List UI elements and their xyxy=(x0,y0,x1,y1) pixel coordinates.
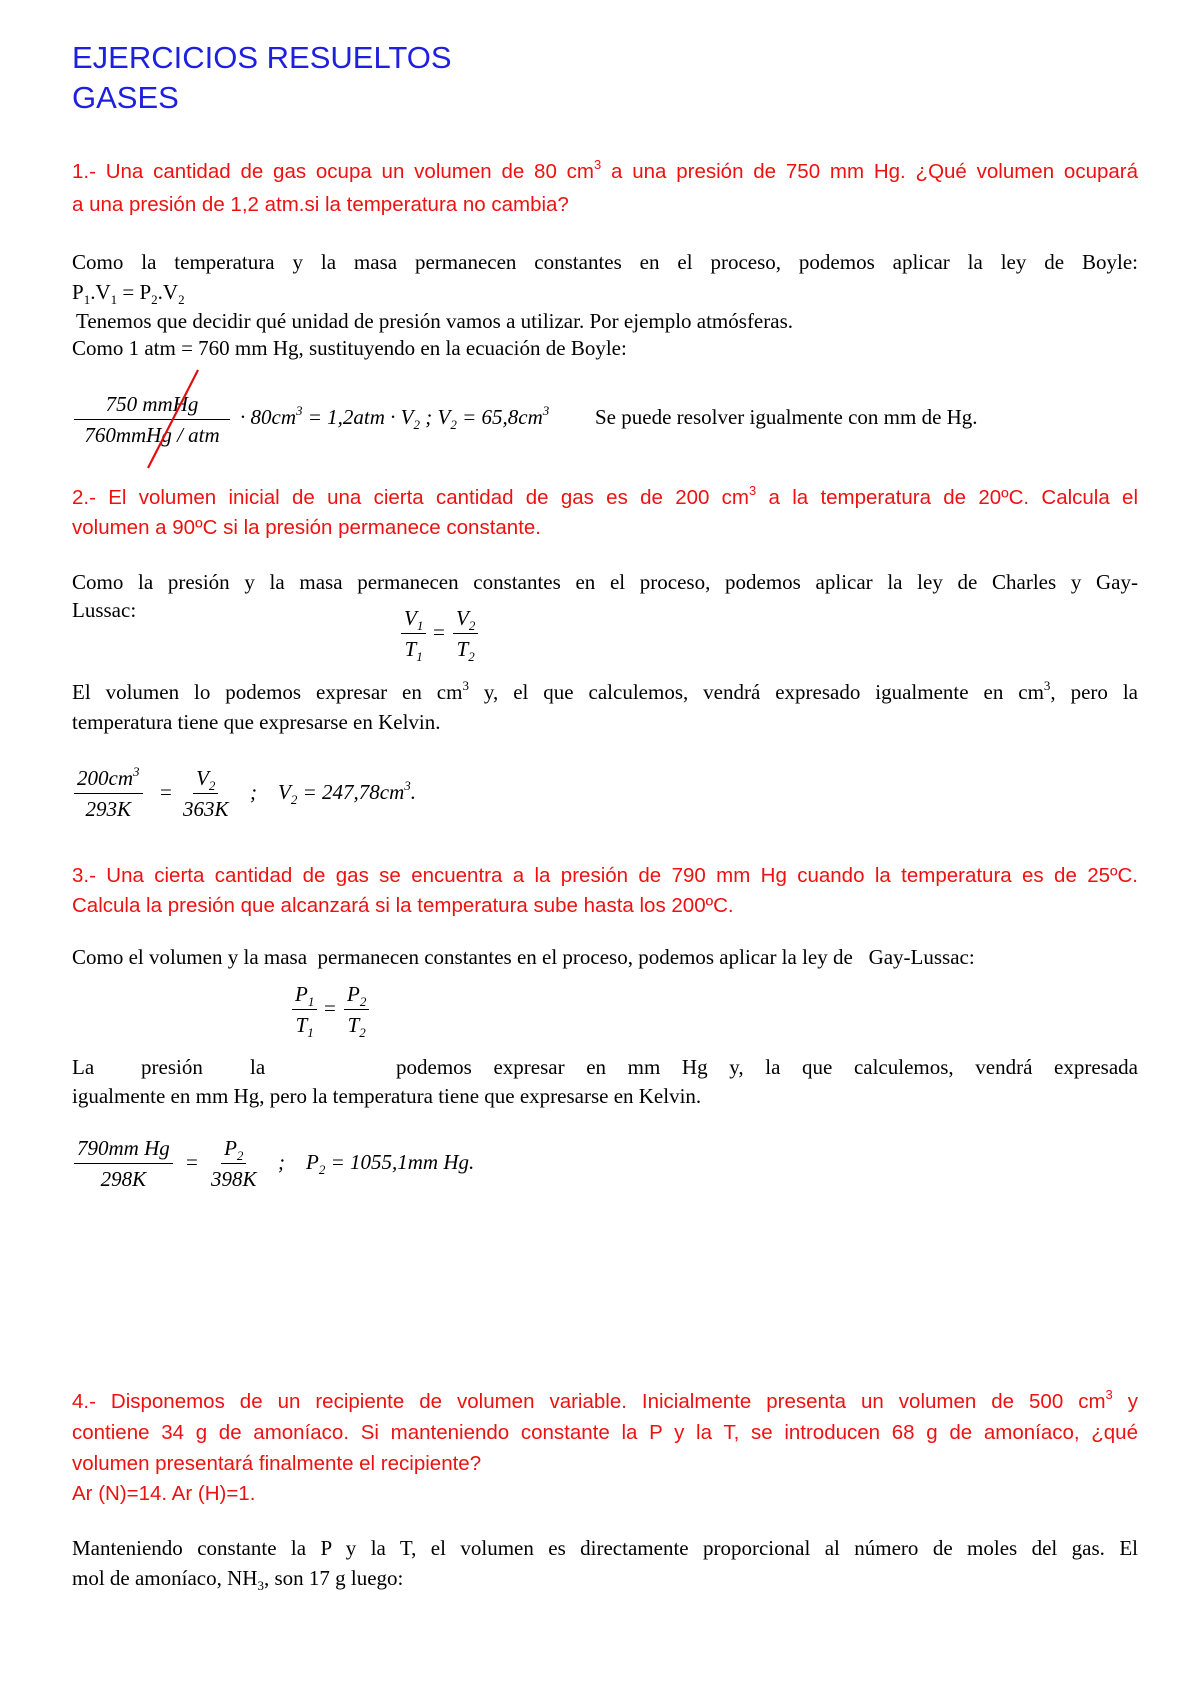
ex1-boyle-law: $P_1.V_1 = P_2.V_2$ xyxy=(72,280,185,307)
ex3-word-la: La xyxy=(72,1055,95,1079)
ex2-question-line-1: 2.- El volumen inicial de una cierta cantidad de gas es de 200 $cm^3$ a la temperatura de 20ºC. Calcula el xyxy=(72,483,1138,509)
ex4-answer-line-2: mol de amoníaco, $NH_3$, son 17 g luego: xyxy=(72,1566,404,1593)
ex2-law-equals: = xyxy=(433,620,445,644)
ex1-question-line-1: 1.- Una cantidad de gas ocupa un volumen de 80 $cm^3$ a una presión de 750 mm Hg. ¿Qué volumen ocupará xyxy=(72,157,1138,183)
ex4-question-line-1: 4.- Disponemos de un recipiente de volumen variable. Inicialmente presenta un volumen de 500 $cm^3$ y xyxy=(72,1387,1138,1413)
ex2-question-line-2: volumen a 90ºC si la presión permanece constante. xyxy=(72,516,541,539)
ex3-law-right: $\frac{P_2}{T_2}$ xyxy=(344,982,369,1038)
ex2-calc-right: $\frac{V_2}{363K}$ xyxy=(183,766,229,821)
title-line-1: EJERCICIOS RESUELTOS xyxy=(72,40,452,75)
ex4-question-line-3: volumen presentará finalmente el recipiente? xyxy=(72,1452,482,1475)
ex1-note: Se puede resolver igualmente con mm de Hg. xyxy=(595,405,978,429)
ex3-calc-right: $\frac{P_2}{398K}$ xyxy=(211,1136,257,1191)
ex2-answer-line-4: temperatura tiene que expresarse en Kelvin. xyxy=(72,710,441,734)
ex2-answer-line-2: Lussac: xyxy=(72,598,137,622)
document-title xyxy=(72,38,452,118)
ex3-answer-line-1: Como el volumen y la masa permanecen constantes en el proceso, podemos aplicar la ley de Gay-Lussac: xyxy=(72,945,975,969)
ex3-question-line-2: Calcula la presión que alcanzará si la temperatura sube hasta los 200ºC. xyxy=(72,894,734,917)
title-line-2: GASES xyxy=(72,80,179,115)
ex1-fraction-numerator: 750 mmHg xyxy=(74,392,230,420)
ex1-answer-line-1: Como la temperatura y la masa permanecen constantes en el proceso, podemos aplicar la ley de Boyle: xyxy=(72,250,1138,274)
ex1-answer-line-3: Tenemos que decidir qué unidad de presión vamos a utilizar. Por ejemplo atmósferas. xyxy=(76,309,793,333)
ex2-calc-left: $\frac{200cm^3}{293K}$ xyxy=(74,766,143,822)
ex2-calc-result: ; $V_2 = 247,78cm^3$. xyxy=(250,778,416,807)
ex2-answer-line-1: Como la presión y la masa permanecen constantes en el proceso, podemos aplicar la ley de Charles y Gay- xyxy=(72,570,1138,594)
ex3-calc-result: ; $P_2 = 1055,1mm$ Hg. xyxy=(278,1150,475,1177)
ex3-word-presion: presión xyxy=(141,1055,203,1079)
ex4-question-line-4: Ar (N)=14. Ar (H)=1. xyxy=(72,1482,256,1505)
ex1-equation-rest: · $80cm^3 = 1,2atm \cdot V_2$ ; $V_2 = 65,8cm^3$ xyxy=(240,403,550,432)
ex2-law-left: $\frac{V_1}{T_1}$ xyxy=(401,606,426,662)
ex2-law-right: $\frac{V_2}{T_2}$ xyxy=(453,606,478,662)
ex3-law-equals: = xyxy=(324,996,336,1020)
ex3-answer-line-3: igualmente en mm Hg, pero la temperatura tiene que expresarse en Kelvin. xyxy=(72,1084,702,1108)
ex2-calc-equals: = xyxy=(160,780,172,804)
cancel-strike-mark xyxy=(140,368,210,473)
ex3-answer-line-2-rest: podemos expresar en mm Hg y, la que calculemos, vendrá expresada xyxy=(396,1055,1138,1079)
ex1-fraction-denominator: 760mmHg / atm xyxy=(84,423,220,447)
ex1-answer-line-4: Como 1 atm = 760 mm Hg, sustituyendo en la ecuación de Boyle: xyxy=(72,336,627,360)
ex3-question-line-1: 3.- Una cierta cantidad de gas se encuentra a la presión de 790 mm Hg cuando la temperatura es de 25ºC. xyxy=(72,864,1138,887)
ex2-answer-line-3: El volumen lo podemos expresar en $cm^3$ y, el que calculemos, vendrá expresado igualmente en $cm^3$, pero la xyxy=(72,678,1138,704)
ex3-calc-left: $\frac{\text{790mm Hg}}{298K}$ xyxy=(74,1136,173,1192)
ex3-word-la-2: la xyxy=(250,1055,266,1079)
ex4-question-line-2: contiene 34 g de amoníaco. Si manteniendo constante la P y la T, se introducen 68 g de amoníaco, ¿qué xyxy=(72,1421,1138,1444)
ex4-answer-line-1: Manteniendo constante la P y la T, el volumen es directamente proporcional al número de moles del gas. El xyxy=(72,1536,1138,1560)
ex3-law-left: $\frac{P_1}{T_1}$ xyxy=(292,982,317,1038)
ex1-question-line-2: a una presión de 1,2 atm.si la temperatura no cambia? xyxy=(72,193,569,216)
ex3-calc-equals: = xyxy=(186,1150,198,1174)
